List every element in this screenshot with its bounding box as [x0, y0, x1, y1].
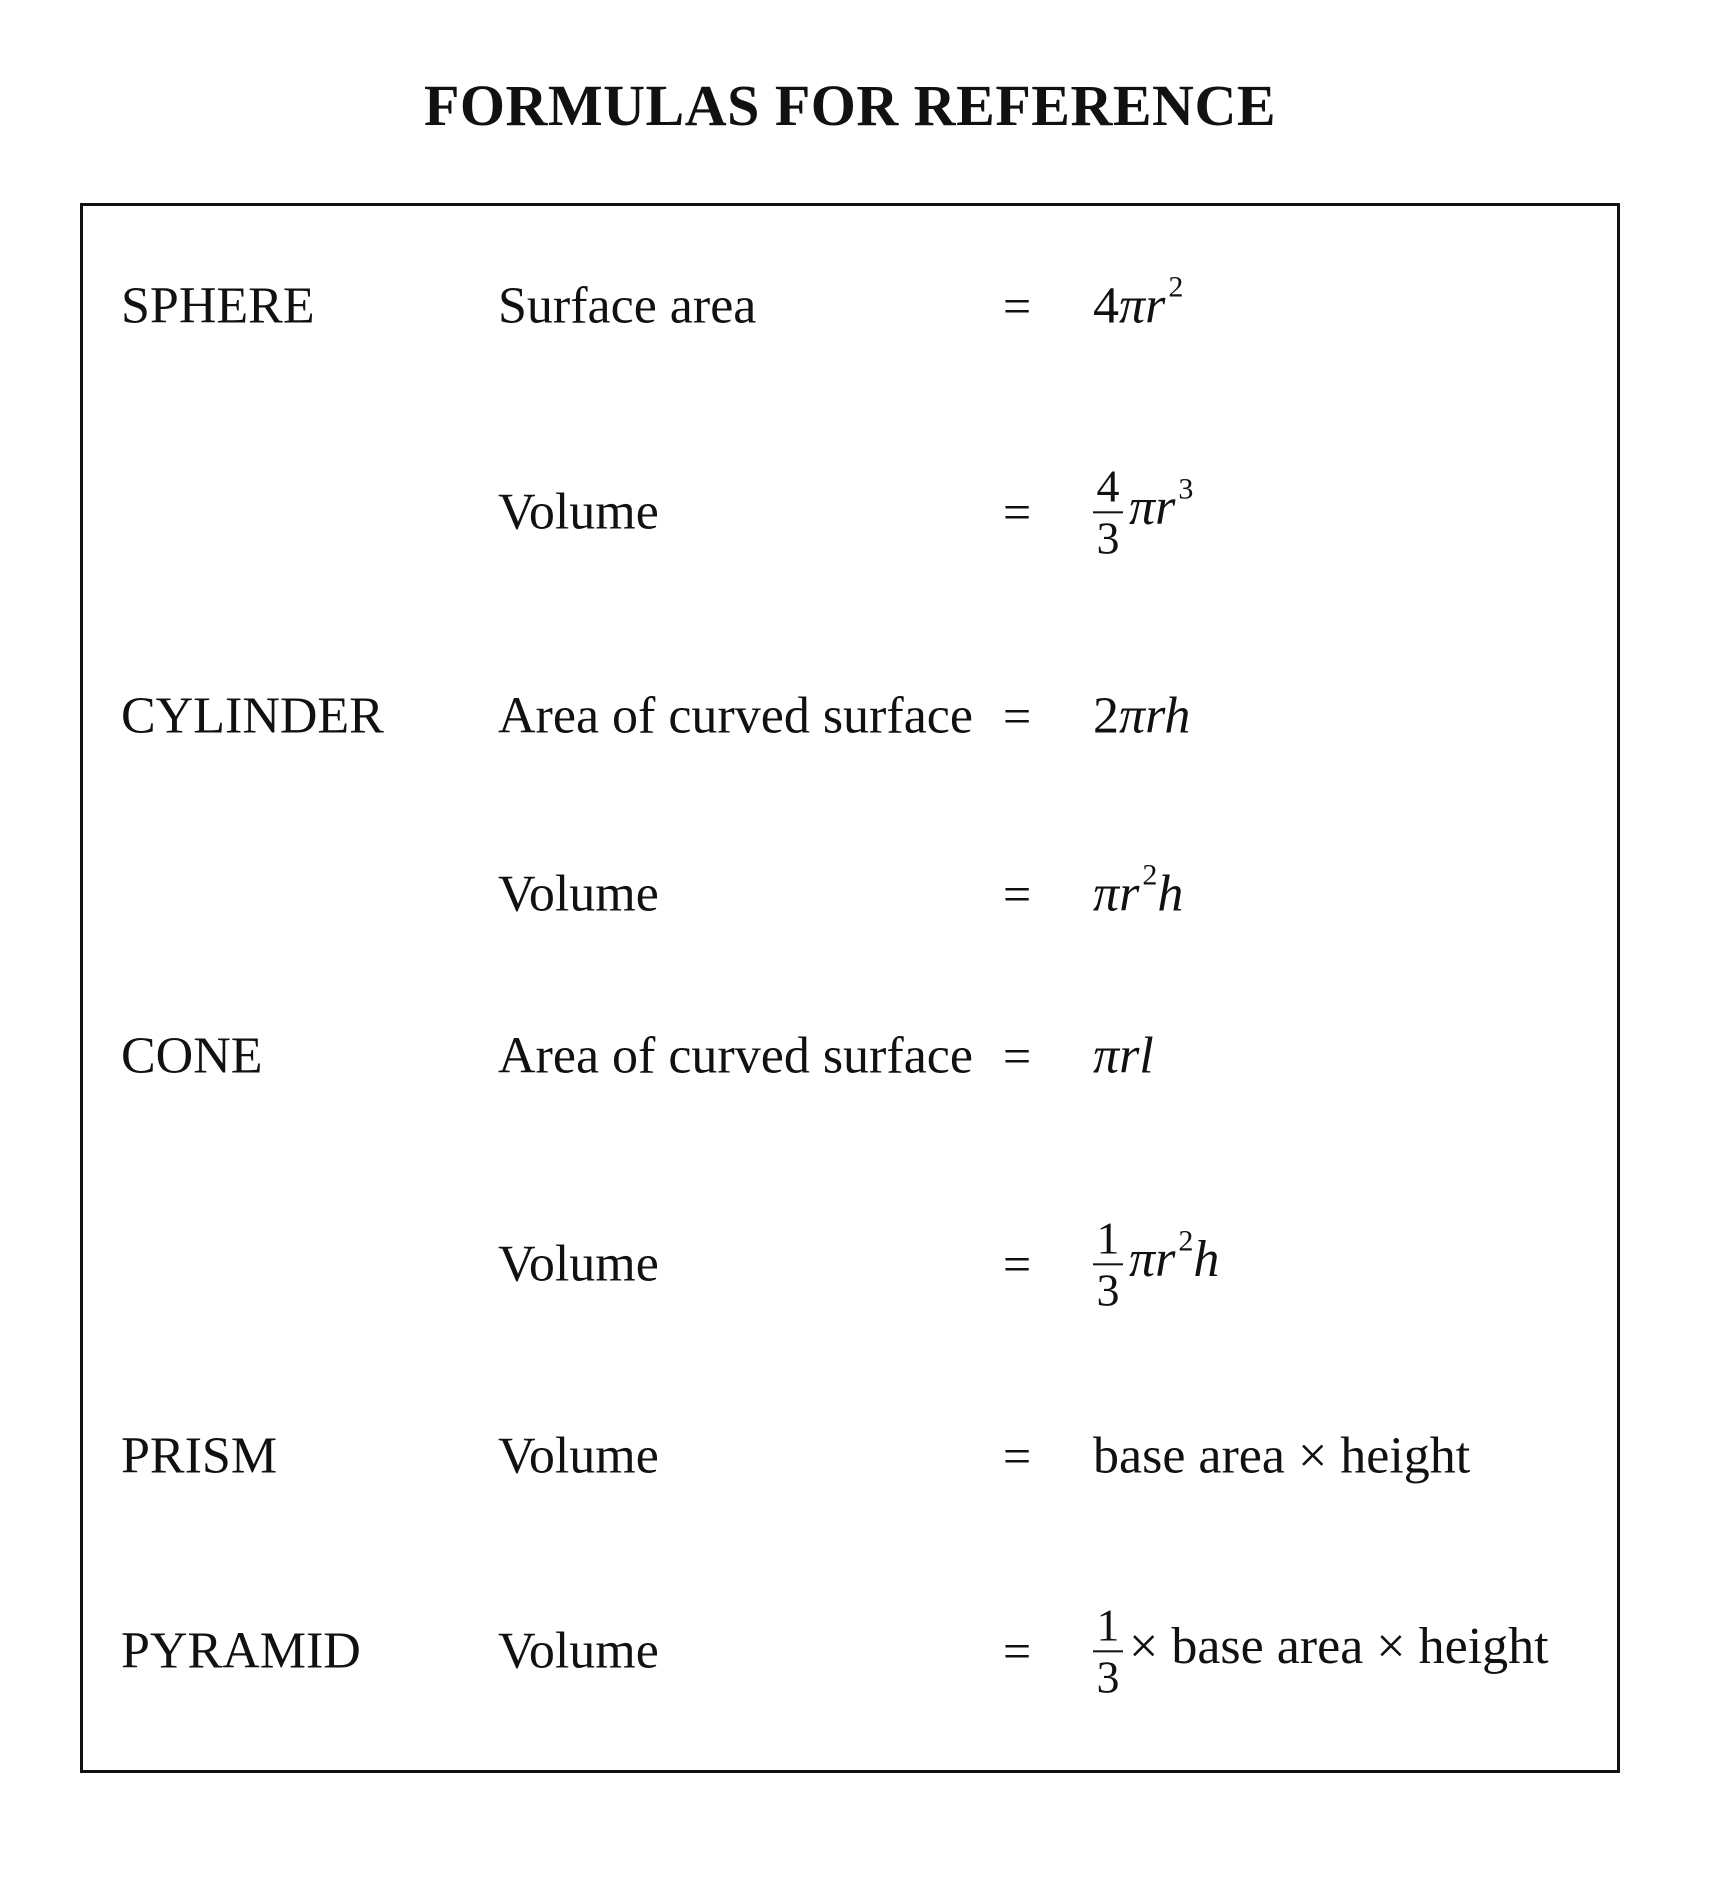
formula-text: base area × height	[1171, 1617, 1549, 1675]
formula	[1093, 1600, 1549, 1701]
variable-h: h	[1157, 865, 1184, 923]
table-row-prism-volume	[83, 1396, 1617, 1516]
measure-label: Volume	[498, 1235, 659, 1293]
pi-symbol: π	[1093, 865, 1120, 923]
exponent: 2	[1168, 270, 1184, 304]
fraction	[1093, 1600, 1123, 1701]
exponent: 3	[1178, 471, 1194, 505]
table-row-cylinder-volume	[83, 834, 1617, 954]
equals-sign: =	[1003, 866, 1032, 922]
shape-label: PYRAMID	[121, 1622, 361, 1680]
formula-text: base area × height	[1093, 1427, 1471, 1485]
fraction-numerator: 1	[1096, 1599, 1120, 1651]
formula	[1093, 461, 1193, 562]
pi-symbol: π	[1119, 687, 1146, 745]
variable-r: r	[1119, 865, 1140, 923]
measure-label: Area of curved surface	[498, 1027, 973, 1085]
formula	[1093, 858, 1184, 924]
formula	[1093, 1427, 1470, 1486]
times-sign: ×	[1129, 1617, 1159, 1675]
pi-symbol: π	[1093, 1027, 1120, 1085]
equals-sign: =	[1003, 1623, 1032, 1679]
variable-r: r	[1145, 277, 1166, 335]
fraction	[1093, 1213, 1123, 1314]
coefficient: 2	[1093, 687, 1119, 745]
measure-label: Volume	[498, 865, 659, 923]
fraction-denominator: 3	[1096, 512, 1120, 563]
table-row-cone-curved-surface	[83, 996, 1617, 1116]
shape-label: CYLINDER	[121, 687, 384, 745]
shape-label: CONE	[121, 1027, 263, 1085]
measure-label: Volume	[498, 483, 659, 541]
measure-label: Area of curved surface	[498, 687, 973, 745]
variable-r: r	[1155, 478, 1176, 536]
measure-label: Volume	[498, 1622, 659, 1680]
formula	[1093, 1213, 1219, 1314]
table-row-pyramid-volume	[83, 1591, 1617, 1711]
equals-sign: =	[1003, 1428, 1032, 1484]
equals-sign: =	[1003, 1236, 1032, 1292]
table-row-cone-volume	[83, 1204, 1617, 1324]
variables: rl	[1119, 1027, 1154, 1085]
coefficient: 4	[1093, 277, 1119, 335]
fraction	[1093, 461, 1123, 562]
measure-label: Surface area	[498, 277, 757, 335]
table-row-cylinder-curved-surface	[83, 656, 1617, 776]
variable-h: h	[1193, 1230, 1220, 1288]
exponent: 2	[1178, 1223, 1194, 1257]
pi-symbol: π	[1119, 277, 1146, 335]
formula-table	[80, 203, 1620, 1773]
equals-sign: =	[1003, 278, 1032, 334]
fraction-numerator: 1	[1096, 1212, 1120, 1264]
pi-symbol: π	[1129, 478, 1156, 536]
page-title: FORMULAS FOR REFERENCE	[423, 73, 1277, 138]
formula	[1093, 687, 1190, 746]
table-row-sphere-surface-area	[83, 246, 1617, 366]
shape-label: SPHERE	[121, 277, 315, 335]
measure-label: Volume	[498, 1427, 659, 1485]
equals-sign: =	[1003, 688, 1032, 744]
variable-r: r	[1155, 1230, 1176, 1288]
table-row-sphere-volume	[83, 452, 1617, 572]
pi-symbol: π	[1129, 1230, 1156, 1288]
formula	[1093, 270, 1184, 336]
fraction-numerator: 4	[1096, 460, 1120, 512]
fraction-denominator: 3	[1096, 1264, 1120, 1315]
variables: rh	[1145, 687, 1191, 745]
shape-label: PRISM	[121, 1427, 278, 1485]
equals-sign: =	[1003, 1028, 1032, 1084]
exponent: 2	[1142, 858, 1158, 892]
equals-sign: =	[1003, 484, 1032, 540]
formula	[1093, 1027, 1154, 1086]
fraction-denominator: 3	[1096, 1651, 1120, 1702]
